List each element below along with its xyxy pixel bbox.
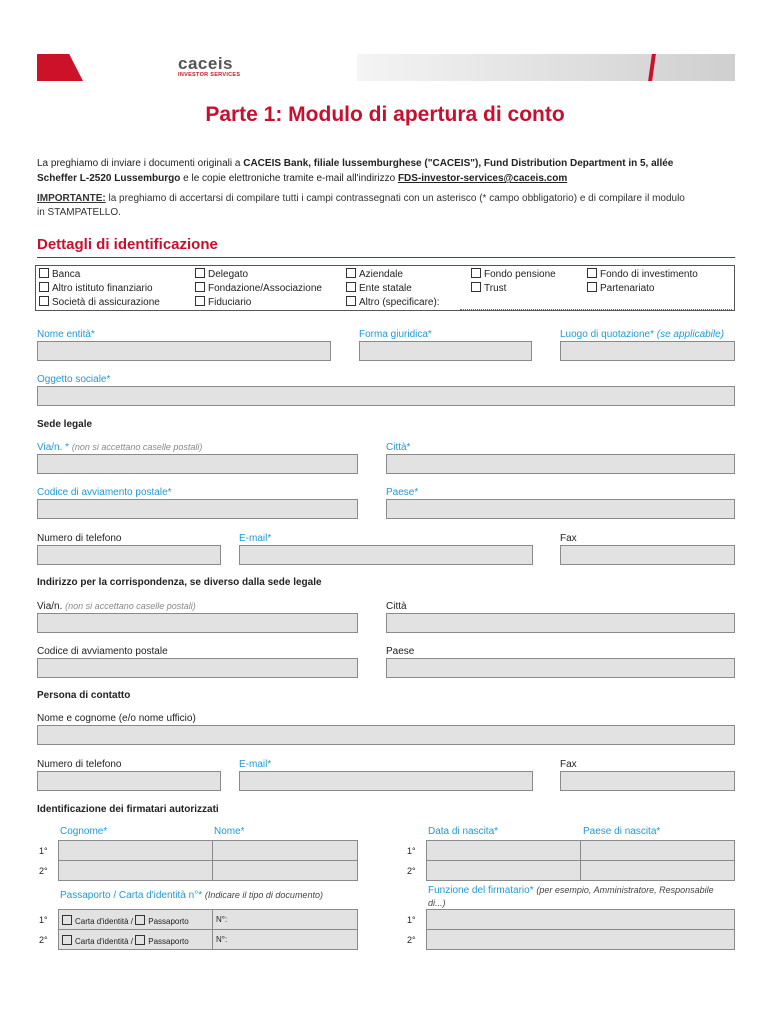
label-paese-sede: Paese*	[386, 487, 419, 498]
checkbox-icon	[471, 268, 481, 278]
label-cognome: Cognome*	[60, 826, 108, 837]
email-sede-input[interactable]	[239, 545, 533, 565]
label-cap-sede: Codice di avviamento postale*	[37, 487, 172, 498]
altro-specify-line	[460, 309, 732, 311]
via-note: (non si accettano caselle postali)	[71, 442, 203, 452]
via-corr-input[interactable]	[37, 613, 358, 633]
important-text-2: in STAMPATELLO.	[37, 207, 121, 218]
firmatari-heading: Identificazione dei firmatari autorizzati	[37, 804, 219, 815]
intro-text-1: La preghiamo di inviare i documenti originali a	[37, 158, 244, 169]
checkbox-icon	[471, 282, 481, 292]
telefono-sede-input[interactable]	[37, 545, 221, 565]
via-corr-note: (non si accettano caselle postali)	[65, 601, 196, 611]
citta-sede-input[interactable]	[386, 454, 735, 474]
checkbox-banca[interactable]	[39, 268, 80, 280]
intro-city: Scheffer L-2520 Lussemburgo	[37, 173, 181, 184]
intro-email-link[interactable]: FDS-investor-services@caceis.com	[397, 173, 568, 184]
cap-corr-input[interactable]	[37, 658, 358, 678]
checkbox-icon	[39, 296, 49, 306]
page-title: Parte 1: Modulo di apertura di conto	[205, 103, 565, 126]
label-forma-giuridica: Forma giuridica*	[359, 329, 432, 340]
doc-type-2-field[interactable]	[58, 929, 213, 950]
funzione-label-text: Funzione del firmatario*	[428, 885, 534, 896]
checkbox-icon	[62, 915, 72, 925]
ordinal-funzione-2: 2°	[407, 935, 416, 945]
label-telefono-sede: Numero di telefono	[37, 533, 122, 544]
checkbox-icon	[135, 935, 145, 945]
checkbox-label: Fiduciario	[208, 297, 252, 308]
label-luogo-quotazione	[560, 329, 724, 340]
checkbox-icon	[587, 282, 597, 292]
ordinal-2: 2°	[39, 866, 48, 876]
label-citta-corr: Città	[386, 601, 407, 612]
ordinal-1-right: 1°	[407, 846, 416, 856]
data-nascita-1-input[interactable]	[426, 840, 581, 861]
data-nascita-2-input[interactable]	[426, 860, 581, 881]
checkbox-label: Trust	[484, 283, 507, 294]
label-nome-entita: Nome entità*	[37, 329, 95, 340]
checkbox-label: Fondazione/Associazione	[208, 283, 322, 294]
important-paragraph	[37, 192, 747, 220]
luogo-note: (se applicabile)	[656, 329, 725, 340]
cognome-1-input[interactable]	[58, 840, 213, 861]
label-fax-sede: Fax	[560, 533, 577, 544]
intro-paragraph	[37, 156, 737, 186]
checkbox-altro[interactable]	[346, 296, 440, 308]
cognome-2-input[interactable]	[58, 860, 213, 881]
doc-option-2b: Passaporto	[148, 937, 189, 946]
checkbox-fondazione[interactable]	[195, 282, 322, 294]
nome-cognome-input[interactable]	[37, 725, 735, 745]
checkbox-icon	[39, 282, 49, 292]
checkbox-label: Fondo pensione	[484, 269, 556, 280]
checkbox-icon	[346, 296, 356, 306]
label-telefono-contatto: Numero di telefono	[37, 759, 122, 770]
via-label-text: Via/n. *	[37, 442, 70, 453]
checkbox-icon	[195, 296, 205, 306]
checkbox-aziendale[interactable]	[346, 268, 403, 280]
checkbox-icon	[135, 915, 145, 925]
checkbox-icon	[346, 268, 356, 278]
corrispondenza-heading: Indirizzo per la corrispondenza, se diverso dalla sede legale	[37, 577, 322, 588]
nome-2-input[interactable]	[212, 860, 358, 881]
doc-option-1a: Carta d'identità /	[75, 917, 134, 926]
caceis-logo	[178, 55, 240, 78]
luogo-quotazione-input[interactable]	[560, 341, 735, 361]
ordinal-1: 1°	[39, 846, 48, 856]
label-via-corr	[37, 601, 196, 612]
fax-contatto-input[interactable]	[560, 771, 735, 791]
doc-option-1b: Passaporto	[148, 917, 189, 926]
label-nome-cognome: Nome e cognome (e/o nome ufficio)	[37, 713, 196, 724]
section-title: Dettagli di identificazione	[37, 236, 218, 253]
nome-1-input[interactable]	[212, 840, 358, 861]
doc-type-1-field[interactable]	[58, 909, 213, 930]
doc-num-label-1: N°:	[216, 915, 228, 924]
header-gray-bar	[357, 54, 735, 81]
label-oggetto-sociale: Oggetto sociale*	[37, 374, 111, 385]
checkbox-label: Altro (specificare):	[359, 297, 440, 308]
checkbox-label: Delegato	[208, 269, 249, 280]
funzione-note-2: di...)	[428, 898, 446, 908]
label-paese-corr: Paese	[386, 646, 415, 657]
label-cap-corr: Codice di avviamento postale	[37, 646, 168, 657]
checkbox-partenariato[interactable]	[587, 282, 654, 294]
doc-num-label-2: N°:	[216, 935, 228, 944]
checkbox-icon	[39, 268, 49, 278]
intro-address: CACEIS Bank, filiale lussemburghese ("CACEIS"), Fund Distribution Department in 5, allée	[243, 158, 674, 169]
checkbox-icon	[346, 282, 356, 292]
via-sede-input[interactable]	[37, 454, 358, 474]
via-corr-text: Via/n.	[37, 601, 63, 612]
doc-number-1-input[interactable]	[212, 909, 358, 930]
sede-legale-heading: Sede legale	[37, 419, 93, 430]
label-passaporto	[60, 890, 323, 901]
label-email-contatto: E-mail*	[239, 759, 272, 770]
label-fax-contatto: Fax	[560, 759, 577, 770]
checkbox-fondo-pensione[interactable]	[471, 268, 556, 280]
funzione-1-input[interactable]	[426, 909, 735, 930]
checkbox-icon	[195, 268, 205, 278]
fax-sede-input[interactable]	[560, 545, 735, 565]
checkbox-label: Fondo di investimento	[600, 269, 698, 280]
doc-option-2a: Carta d'identità /	[75, 937, 134, 946]
section-underline	[37, 257, 735, 258]
important-label: IMPORTANTE:	[37, 193, 106, 204]
label-via-sede	[37, 442, 202, 453]
cap-sede-input[interactable]	[37, 499, 358, 519]
label-email-sede: E-mail*	[239, 533, 272, 544]
ordinal-doc-2: 2°	[39, 935, 48, 945]
doc-number-2-input[interactable]	[212, 929, 358, 950]
checkbox-label: Partenariato	[600, 283, 655, 294]
label-data-nascita: Data di nascita*	[428, 826, 499, 837]
checkbox-icon	[195, 282, 205, 292]
checkbox-icon	[62, 935, 72, 945]
checkbox-label: Banca	[52, 269, 81, 280]
nome-entita-input[interactable]	[37, 341, 331, 361]
label-paese-nascita: Paese di nascita*	[583, 826, 661, 837]
header-red-block	[37, 54, 83, 81]
important-text: la preghiamo di accertarsi di compilare tutti i campi contrassegnati con un asterisco (* campo obbligatorio) e di compilare il modulo	[105, 193, 685, 204]
forma-giuridica-input[interactable]	[359, 341, 532, 361]
paese-sede-input[interactable]	[386, 499, 735, 519]
citta-corr-input[interactable]	[386, 613, 735, 633]
funzione-note: (per esempio, Amministratore, Responsabile	[536, 885, 714, 895]
ordinal-funzione-1: 1°	[407, 915, 416, 925]
checkbox-label: Società di assicurazione	[52, 297, 160, 308]
telefono-contatto-input[interactable]	[37, 771, 221, 791]
checkbox-assicurazione[interactable]	[39, 296, 160, 308]
email-contatto-input[interactable]	[239, 771, 533, 791]
passaporto-note: (Indicare il tipo di documento)	[204, 890, 323, 900]
checkbox-label: Aziendale	[359, 269, 403, 280]
ordinal-doc-1: 1°	[39, 915, 48, 925]
label-funzione	[428, 884, 714, 910]
passaporto-label-text: Passaporto / Carta d'identità n°*	[60, 890, 203, 901]
intro-text-2: e le copie elettroniche tramite e-mail all'indirizzo	[180, 173, 398, 184]
label-citta-sede: Città*	[386, 442, 411, 453]
logo-subtitle: INVESTOR SERVICES	[178, 72, 241, 78]
checkbox-icon	[587, 268, 597, 278]
paese-nascita-2-input[interactable]	[580, 860, 735, 881]
luogo-label-text: Luogo di quotazione*	[560, 329, 654, 340]
checkbox-ente-statale[interactable]	[346, 282, 412, 294]
checkbox-fiduciario[interactable]	[195, 296, 251, 308]
paese-corr-input[interactable]	[386, 658, 735, 678]
oggetto-sociale-input[interactable]	[37, 386, 735, 406]
persona-contatto-heading: Persona di contatto	[37, 690, 131, 701]
ordinal-2-right: 2°	[407, 866, 416, 876]
logo-name: caceis	[178, 54, 233, 73]
checkbox-trust[interactable]	[471, 282, 506, 294]
checkbox-altro-istituto[interactable]	[39, 282, 153, 294]
checkbox-delegato[interactable]	[195, 268, 248, 280]
checkbox-label: Altro istituto finanziario	[52, 283, 153, 294]
label-nome: Nome*	[214, 826, 245, 837]
paese-nascita-1-input[interactable]	[580, 840, 735, 861]
checkbox-label: Ente statale	[359, 283, 412, 294]
funzione-2-input[interactable]	[426, 929, 735, 950]
checkbox-fondo-investimento[interactable]	[587, 268, 698, 280]
